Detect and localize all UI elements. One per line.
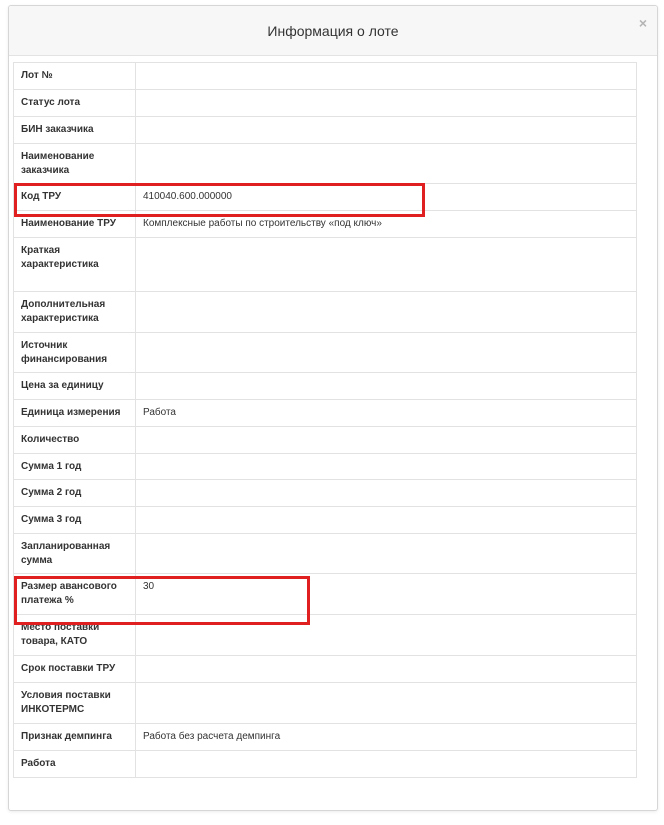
row-additional-description bbox=[14, 292, 637, 333]
row-unit-of-measure bbox=[14, 400, 637, 427]
row-value: 30 bbox=[136, 574, 637, 615]
row-sum-year-1 bbox=[14, 454, 637, 480]
row-short-description bbox=[14, 238, 637, 292]
row-label: Наименование заказчика bbox=[14, 144, 136, 184]
row-label: Статус лота bbox=[14, 90, 136, 117]
row-tru-code bbox=[14, 184, 637, 211]
row-dumping-flag bbox=[14, 724, 637, 751]
row-label: Дополнительная характеристика bbox=[14, 292, 136, 333]
row-advance-payment bbox=[14, 574, 637, 615]
row-value bbox=[136, 656, 637, 683]
row-label: Наименование ТРУ bbox=[14, 211, 136, 238]
row-label: Запланированная сумма bbox=[14, 534, 136, 574]
row-label: БИН заказчика bbox=[14, 117, 136, 144]
row-label: Цена за единицу bbox=[14, 373, 136, 400]
row-value bbox=[136, 292, 637, 333]
row-lot-status bbox=[14, 90, 637, 117]
row-label: Сумма 2 год bbox=[14, 480, 136, 507]
row-delivery-term bbox=[14, 656, 637, 683]
row-customer-name bbox=[14, 144, 637, 184]
row-quantity bbox=[14, 427, 637, 454]
lot-info-table bbox=[13, 62, 637, 778]
row-value bbox=[136, 615, 637, 656]
row-sum-year-2 bbox=[14, 480, 637, 507]
row-value bbox=[136, 454, 637, 480]
row-label: Код ТРУ bbox=[14, 184, 136, 211]
row-value bbox=[136, 90, 637, 117]
row-label: Сумма 3 год bbox=[14, 507, 136, 534]
row-label: Количество bbox=[14, 427, 136, 454]
row-value bbox=[136, 751, 637, 778]
row-funding-source bbox=[14, 333, 637, 373]
row-value: Работа bbox=[136, 400, 637, 427]
row-label: Источник финансирования bbox=[14, 333, 136, 373]
row-label: Признак демпинга bbox=[14, 724, 136, 751]
row-work bbox=[14, 751, 637, 778]
row-label: Срок поставки ТРУ bbox=[14, 656, 136, 683]
row-value bbox=[136, 534, 637, 574]
row-label: Сумма 1 год bbox=[14, 454, 136, 480]
row-delivery-place bbox=[14, 615, 637, 656]
row-value bbox=[136, 238, 637, 292]
row-value bbox=[136, 427, 637, 454]
row-value: Комплексные работы по строительству «под ключ» bbox=[136, 211, 637, 238]
row-customer-bin bbox=[14, 117, 637, 144]
modal-header bbox=[9, 6, 657, 56]
row-label: Условия поставки ИНКОТЕРМС bbox=[14, 683, 136, 724]
row-value bbox=[136, 683, 637, 724]
row-label: Размер авансового платежа % bbox=[14, 574, 136, 615]
modal-title: Информация о лоте bbox=[267, 22, 399, 39]
row-value bbox=[136, 117, 637, 144]
row-value bbox=[136, 63, 637, 90]
row-unit-price bbox=[14, 373, 637, 400]
row-label: Место поставки товара, КАТО bbox=[14, 615, 136, 656]
row-label: Работа bbox=[14, 751, 136, 778]
row-value bbox=[136, 333, 637, 373]
close-icon[interactable]: × bbox=[638, 15, 647, 31]
row-value bbox=[136, 480, 637, 507]
row-sum-year-3 bbox=[14, 507, 637, 534]
row-value: 410040.600.000000 bbox=[136, 184, 637, 211]
row-value: Работа без расчета демпинга bbox=[136, 724, 637, 751]
row-value bbox=[136, 144, 637, 184]
row-tru-name bbox=[14, 211, 637, 238]
row-label: Краткая характеристика bbox=[14, 238, 136, 292]
row-value bbox=[136, 373, 637, 400]
row-value bbox=[136, 507, 637, 534]
row-planned-sum bbox=[14, 534, 637, 574]
row-label: Лот № bbox=[14, 63, 136, 90]
row-label: Единица измерения bbox=[14, 400, 136, 427]
row-incoterms bbox=[14, 683, 637, 724]
row-lot-number bbox=[14, 63, 637, 90]
